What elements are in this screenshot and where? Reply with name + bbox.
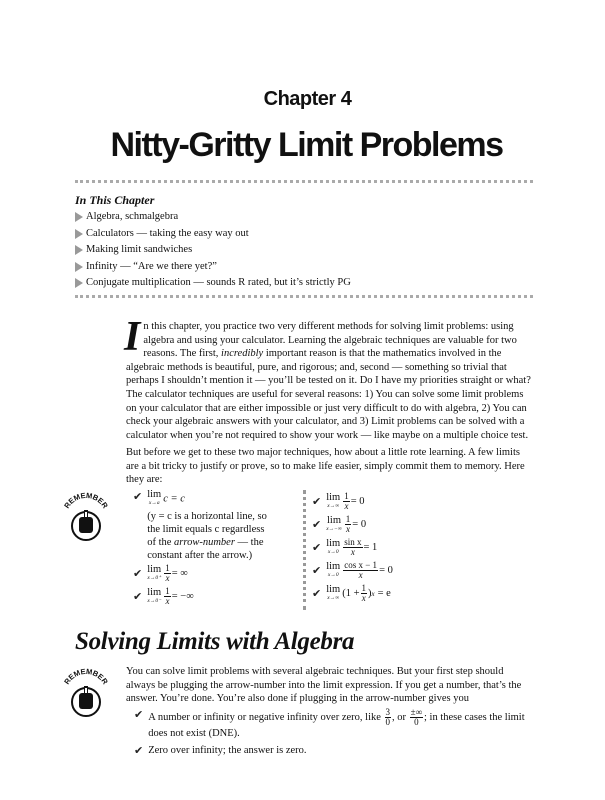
checkmark-icon: ✔ bbox=[133, 567, 143, 580]
svg-text:REMEMBER: REMEMBER bbox=[62, 666, 110, 687]
checkmark-icon: ✔ bbox=[312, 518, 322, 531]
checkmark-icon: ✔ bbox=[312, 495, 322, 508]
list-item: ✔ A number or infinity or negative infinity over zero, like $\frac{3}{0}$ , or $\frac{\pm\infty}{0}$ ; in these cases the limit does not exist (DNE). bbox=[134, 707, 525, 739]
bullet-triangle-icon bbox=[75, 262, 83, 272]
checkmark-icon: ✔ bbox=[133, 590, 143, 603]
column-divider bbox=[303, 490, 306, 610]
bullet-triangle-icon bbox=[75, 212, 83, 222]
list-item: Algebra, schmalgebra bbox=[75, 209, 351, 226]
limit-item: ✔ lim x→0 $\frac{\text{cos x − 1}}{x}$ = 0 bbox=[312, 560, 393, 580]
limits-right-column bbox=[312, 490, 512, 605]
checkmark-icon: ✔ bbox=[134, 708, 144, 721]
section-heading: Solving Limits with Algebra bbox=[75, 628, 355, 655]
svg-text:REMEMBER: REMEMBER bbox=[62, 490, 110, 511]
intro-paragraph-2: But before we get to these two major techniques, how about a little rote learning. A few limits are a bit tricky to justify or prove, so to make life easier, simply commit them to memory. Here they are: bbox=[126, 447, 525, 486]
bullet-triangle-icon bbox=[75, 278, 83, 288]
bullet-triangle-icon bbox=[75, 229, 83, 239]
limit-item: ✔ lim x→−∞ $\frac{1}{x}$ = 0 bbox=[312, 514, 367, 534]
chapter-title: Nitty-Gritty Limit Problems bbox=[110, 126, 503, 164]
list-item: Infinity — “Are we there yet?” bbox=[75, 259, 351, 276]
remember-icon bbox=[60, 488, 112, 550]
list-item: Calculators — taking the easy way out bbox=[75, 226, 351, 243]
chapter-number: Chapter 4 bbox=[263, 88, 352, 110]
checkmark-icon: ✔ bbox=[134, 744, 144, 757]
in-this-chapter-list bbox=[75, 209, 351, 292]
limits-left-column bbox=[133, 490, 283, 608]
limit-item: ✔ lim x→∞ (1 + $\frac{1}{x}$ ) x = e bbox=[312, 583, 391, 603]
checkmark-icon: ✔ bbox=[312, 564, 322, 577]
section-paragraph: You can solve limit problems with several algebraic techniques. But your first step should always be plugging the arrow-number into the limit expression. If you get a number, that’s the answer. You’re done. You’re also done if plugging in the arrow-number gives you bbox=[126, 666, 522, 705]
checkmark-icon: ✔ bbox=[312, 587, 322, 600]
limit-item: ✔ lim x→0⁻ $\frac{1}{x}$ = −∞ bbox=[133, 586, 194, 606]
limit-item: ✔ lim x→0 $\frac{\text{sin x}}{x}$ = 1 bbox=[312, 537, 378, 557]
intro-paragraph-1: In this chapter, you practice two very different methods for solving limit problems: using algebra and using your calculator. Learning the algebraic techniques are valuable for two reasons. The first, incredibly important reason is that the mathematics involved in the algebraic methods is beautiful, pure, and rigorous; and, second — something so trivial that perhaps I shouldn’t mention it — you’ll be tested on it. Do I have my priorities straight or what? The calculator techniques are useful for several reasons: 1) You can solve some limit problems on your calculator that are either impossible or just very difficult to do with algebra, 2) You can check your algebraic answers with your calculator, and 3) Limit problems can be solved with a calculator when you’re not required to show your work — like maybe on a multiple choice test. bbox=[124, 314, 531, 441]
list-item: Making limit sandwiches bbox=[75, 242, 351, 259]
in-this-chapter-heading: In This Chapter bbox=[75, 193, 155, 207]
limit-constant: ✔ lim x→a c = c (y = c is a horizontal line, so the limit equals c regardless of the arrow-number — the constant after the arrow.) bbox=[133, 489, 267, 561]
checkmark-icon: ✔ bbox=[133, 490, 143, 503]
divider-top bbox=[75, 180, 533, 183]
drop-cap: I bbox=[124, 314, 141, 360]
divider-bottom bbox=[75, 295, 533, 298]
remember-icon bbox=[60, 664, 112, 726]
list-item: Conjugate multiplication — sounds R rated, but it’s strictly PG bbox=[75, 275, 351, 292]
limit-item: ✔ lim x→0⁺ $\frac{1}{x}$ = ∞ bbox=[133, 563, 188, 583]
limit-item: ✔ lim x→∞ $\frac{1}{x}$ = 0 bbox=[312, 491, 365, 511]
section-bullets bbox=[134, 708, 534, 761]
bullet-triangle-icon bbox=[75, 245, 83, 255]
checkmark-icon: ✔ bbox=[312, 541, 322, 554]
list-item: ✔ Zero over infinity; the answer is zero. bbox=[134, 744, 307, 757]
limit-constant-note: (y = c is a horizontal line, so the limit equals c regardless of the arrow-number — the constant after the arrow.) bbox=[147, 511, 267, 561]
